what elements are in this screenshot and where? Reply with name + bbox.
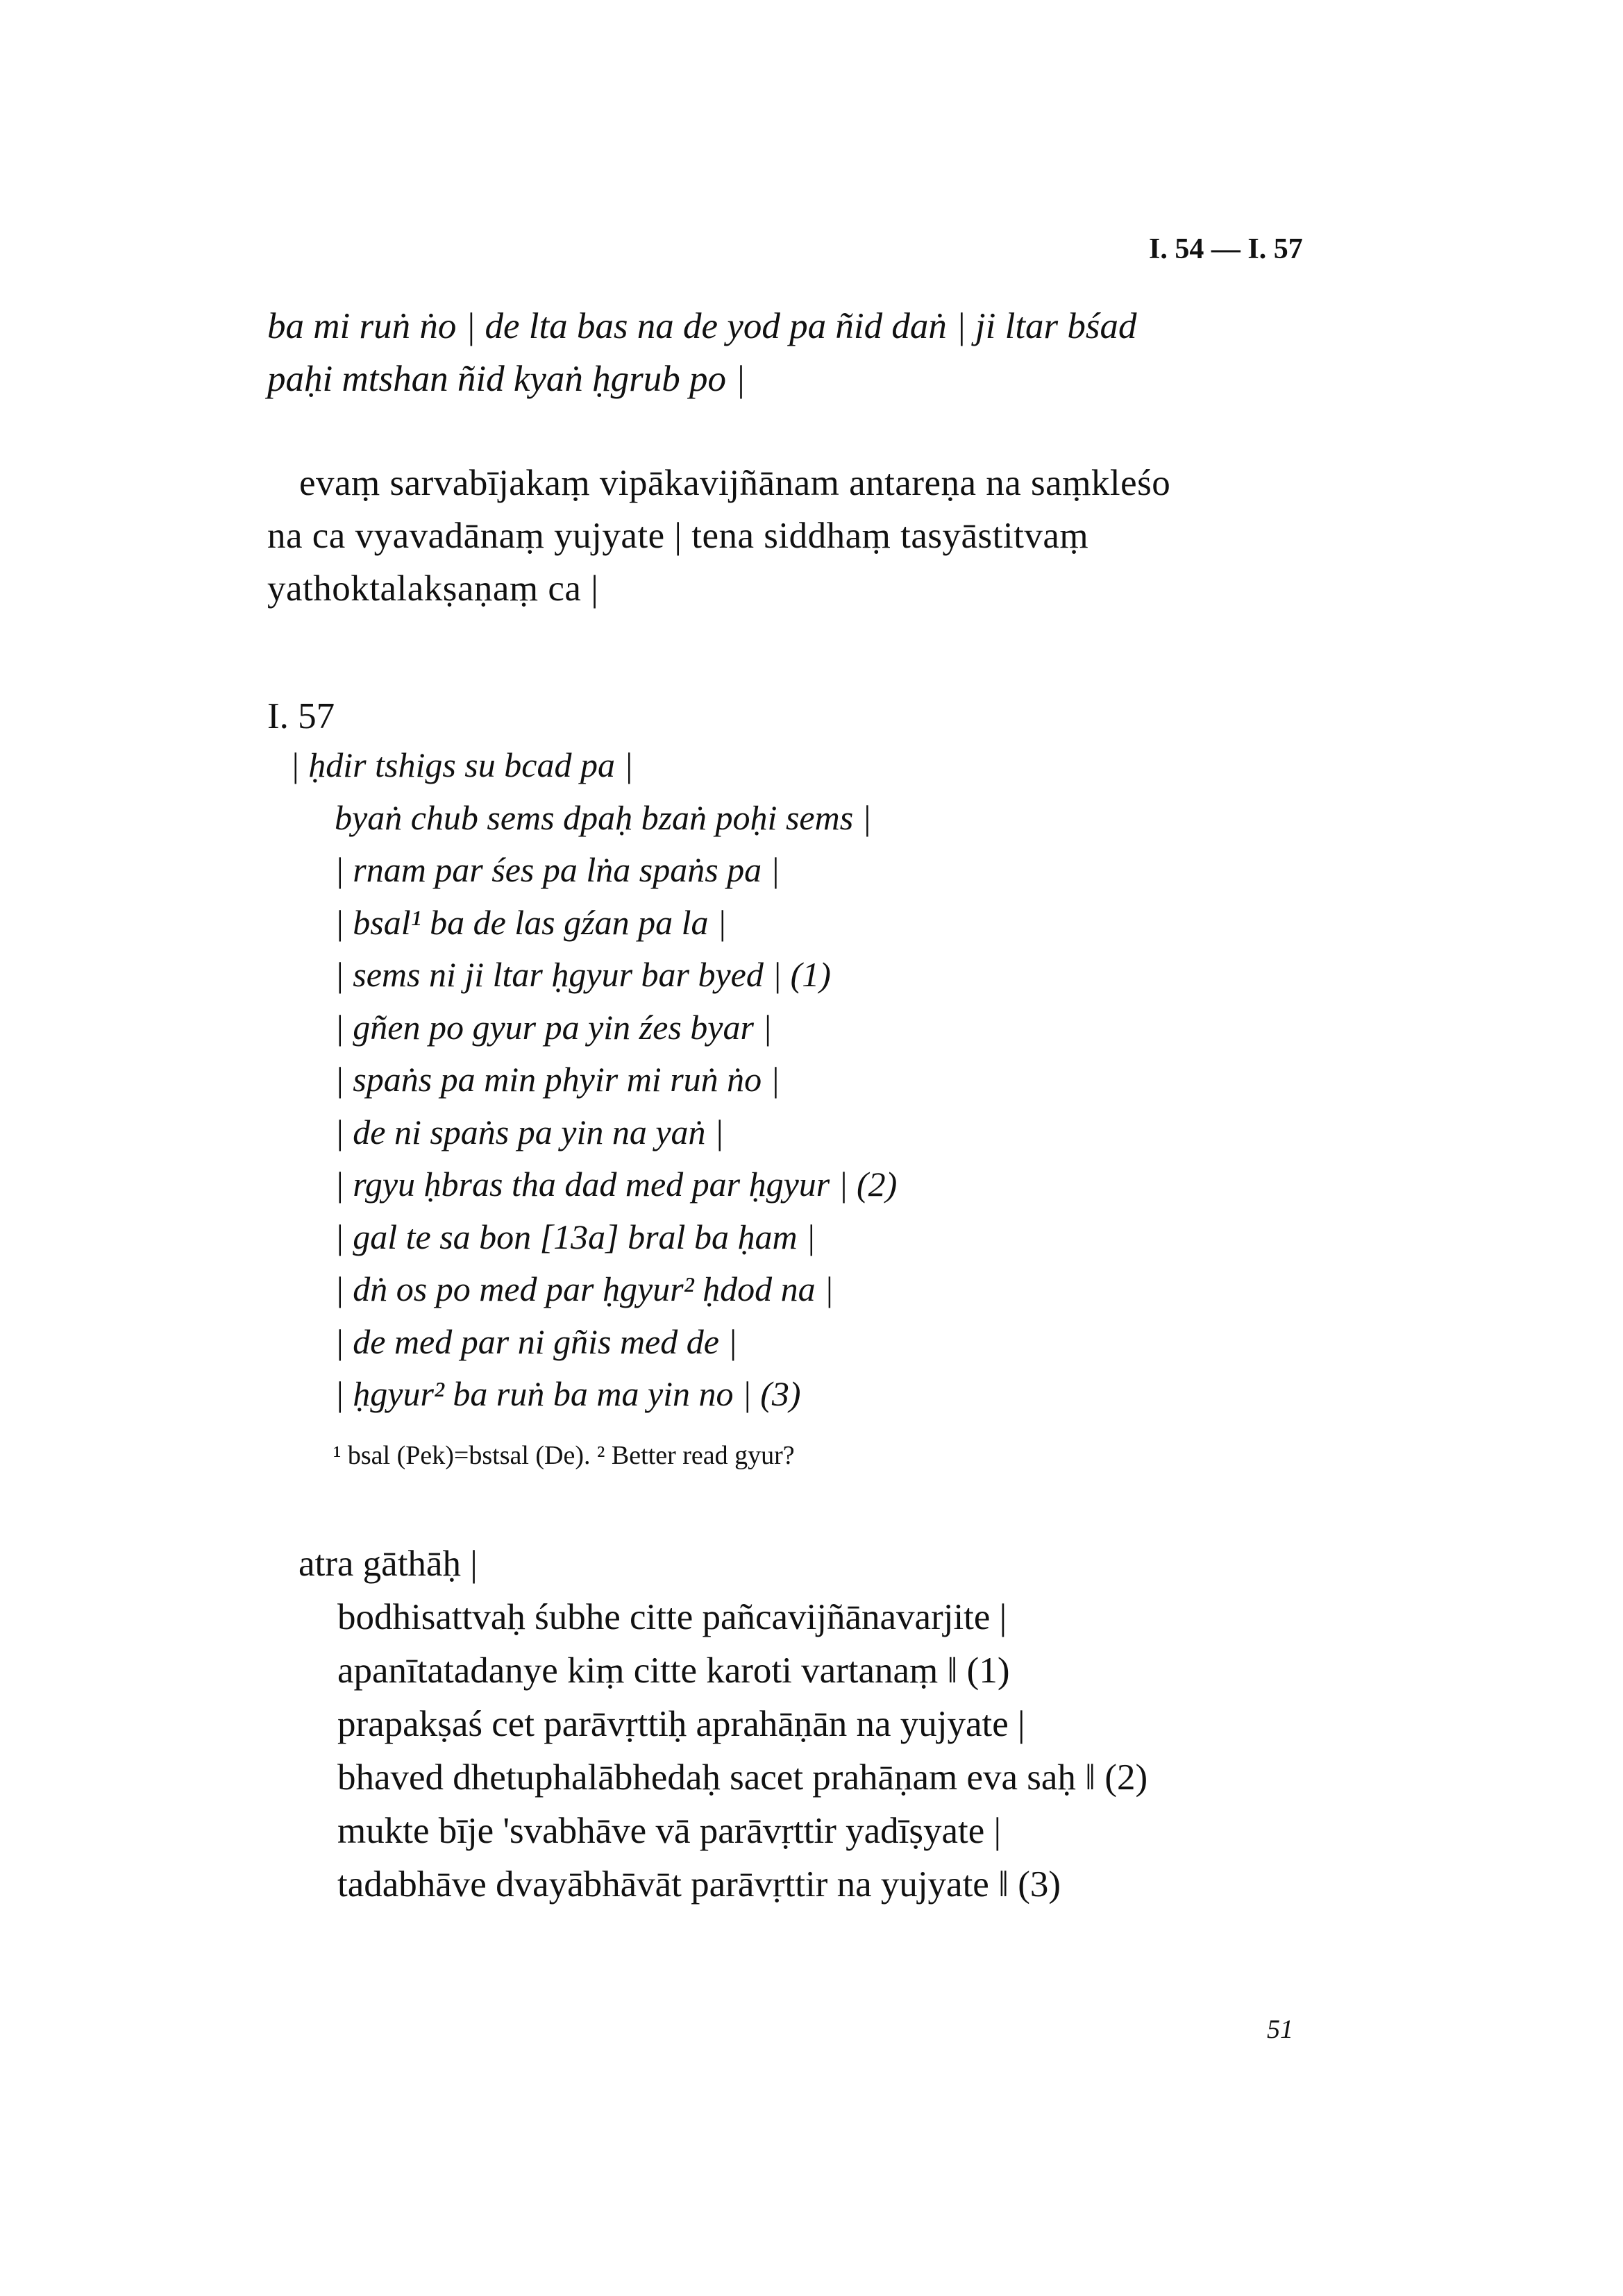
verse-line: byaṅ chub sems dpaḥ bzaṅ poḥi sems | [335, 797, 872, 837]
verse-line: | dṅ os po med par ḥgyur² ḥdod na | [335, 1269, 834, 1308]
verse-line: bhaved dhetuphalābhedaḥ sacet prahāṇam eva saḥ ‖ (2) [337, 1757, 1148, 1798]
verse-line: | spaṅs pa min phyir mi ruṅ ṅo | [335, 1060, 780, 1099]
sanskrit-verses [298, 1537, 1147, 1911]
verse-line: tadabhāve dvayābhāvāt parāvṛttir na yujyate ‖ (3) [337, 1864, 1061, 1905]
verse-line: prapakṣaś cet parāvṛttiḥ aprahāṇān na yujyate | [337, 1704, 1025, 1744]
verse-line: | rgyu ḥbras tha dad med par ḥgyur | (2) [335, 1165, 898, 1204]
sanskrit-prose [267, 457, 1170, 615]
page-number: 51 [1267, 2015, 1293, 2044]
verse-line: | bsal¹ ba de las gźan pa la | [335, 902, 727, 942]
verse-line: | ḥgyur² ba ruṅ ba ma yin no | (3) [335, 1374, 801, 1413]
verse-line: | sems ni ji ltar ḥgyur bar byed | (1) [335, 955, 831, 994]
tibetan-prose-line: ba mi ruṅ ṅo | de lta bas na de yod pa ñid daṅ | ji ltar bśad [267, 306, 1137, 346]
verse-line: | de ni spaṅs pa yin na yaṅ | [335, 1112, 724, 1151]
verse-line: atra gāthāḥ | [298, 1544, 478, 1584]
sanskrit-prose-line: yathoktalakṣaṇaṃ ca | [267, 568, 599, 609]
verse-line: bodhisattvaḥ śubhe citte pañcavijñānavarjite | [337, 1597, 1007, 1637]
tibetan-prose-line: paḥi mtshan ñid kyaṅ ḥgrub po | [267, 359, 746, 399]
tibetan-verses [290, 739, 897, 1421]
verse-line: | gñen po gyur pa yin źes byar | [335, 1007, 773, 1047]
verse-line: apanītatadanye kiṃ citte karoti vartanaṃ ‖ (1) [337, 1651, 1010, 1691]
verse-line: mukte bīje 'svabhāve vā parāvṛttir yadīṣyate | [337, 1811, 1002, 1851]
section-label: I. 57 [267, 696, 335, 736]
sanskrit-prose-line: evaṃ sarvabījakaṃ vipākavijñānam antareṇa na saṃkleśo [299, 463, 1171, 503]
verse-line: | gal te sa bon [13a] bral ba ḥam | [335, 1217, 816, 1256]
verse-line: | rnam par śes pa lṅa spaṅs pa | [335, 850, 780, 889]
footnotes: ¹ bsal (Pek)=bstsal (De). ² Better read gyur? [333, 1441, 795, 1470]
tibetan-prose [267, 300, 1137, 405]
sanskrit-prose-line: na ca vyavadānaṃ yujyate | tena siddhaṃ tasyāstitvaṃ [267, 516, 1089, 556]
verse-line: | ḥdir tshigs su bcad pa | [290, 745, 634, 784]
running-head: I. 54 — I. 57 [1149, 233, 1303, 265]
verse-line: | de med par ni gñis med de | [335, 1322, 738, 1361]
